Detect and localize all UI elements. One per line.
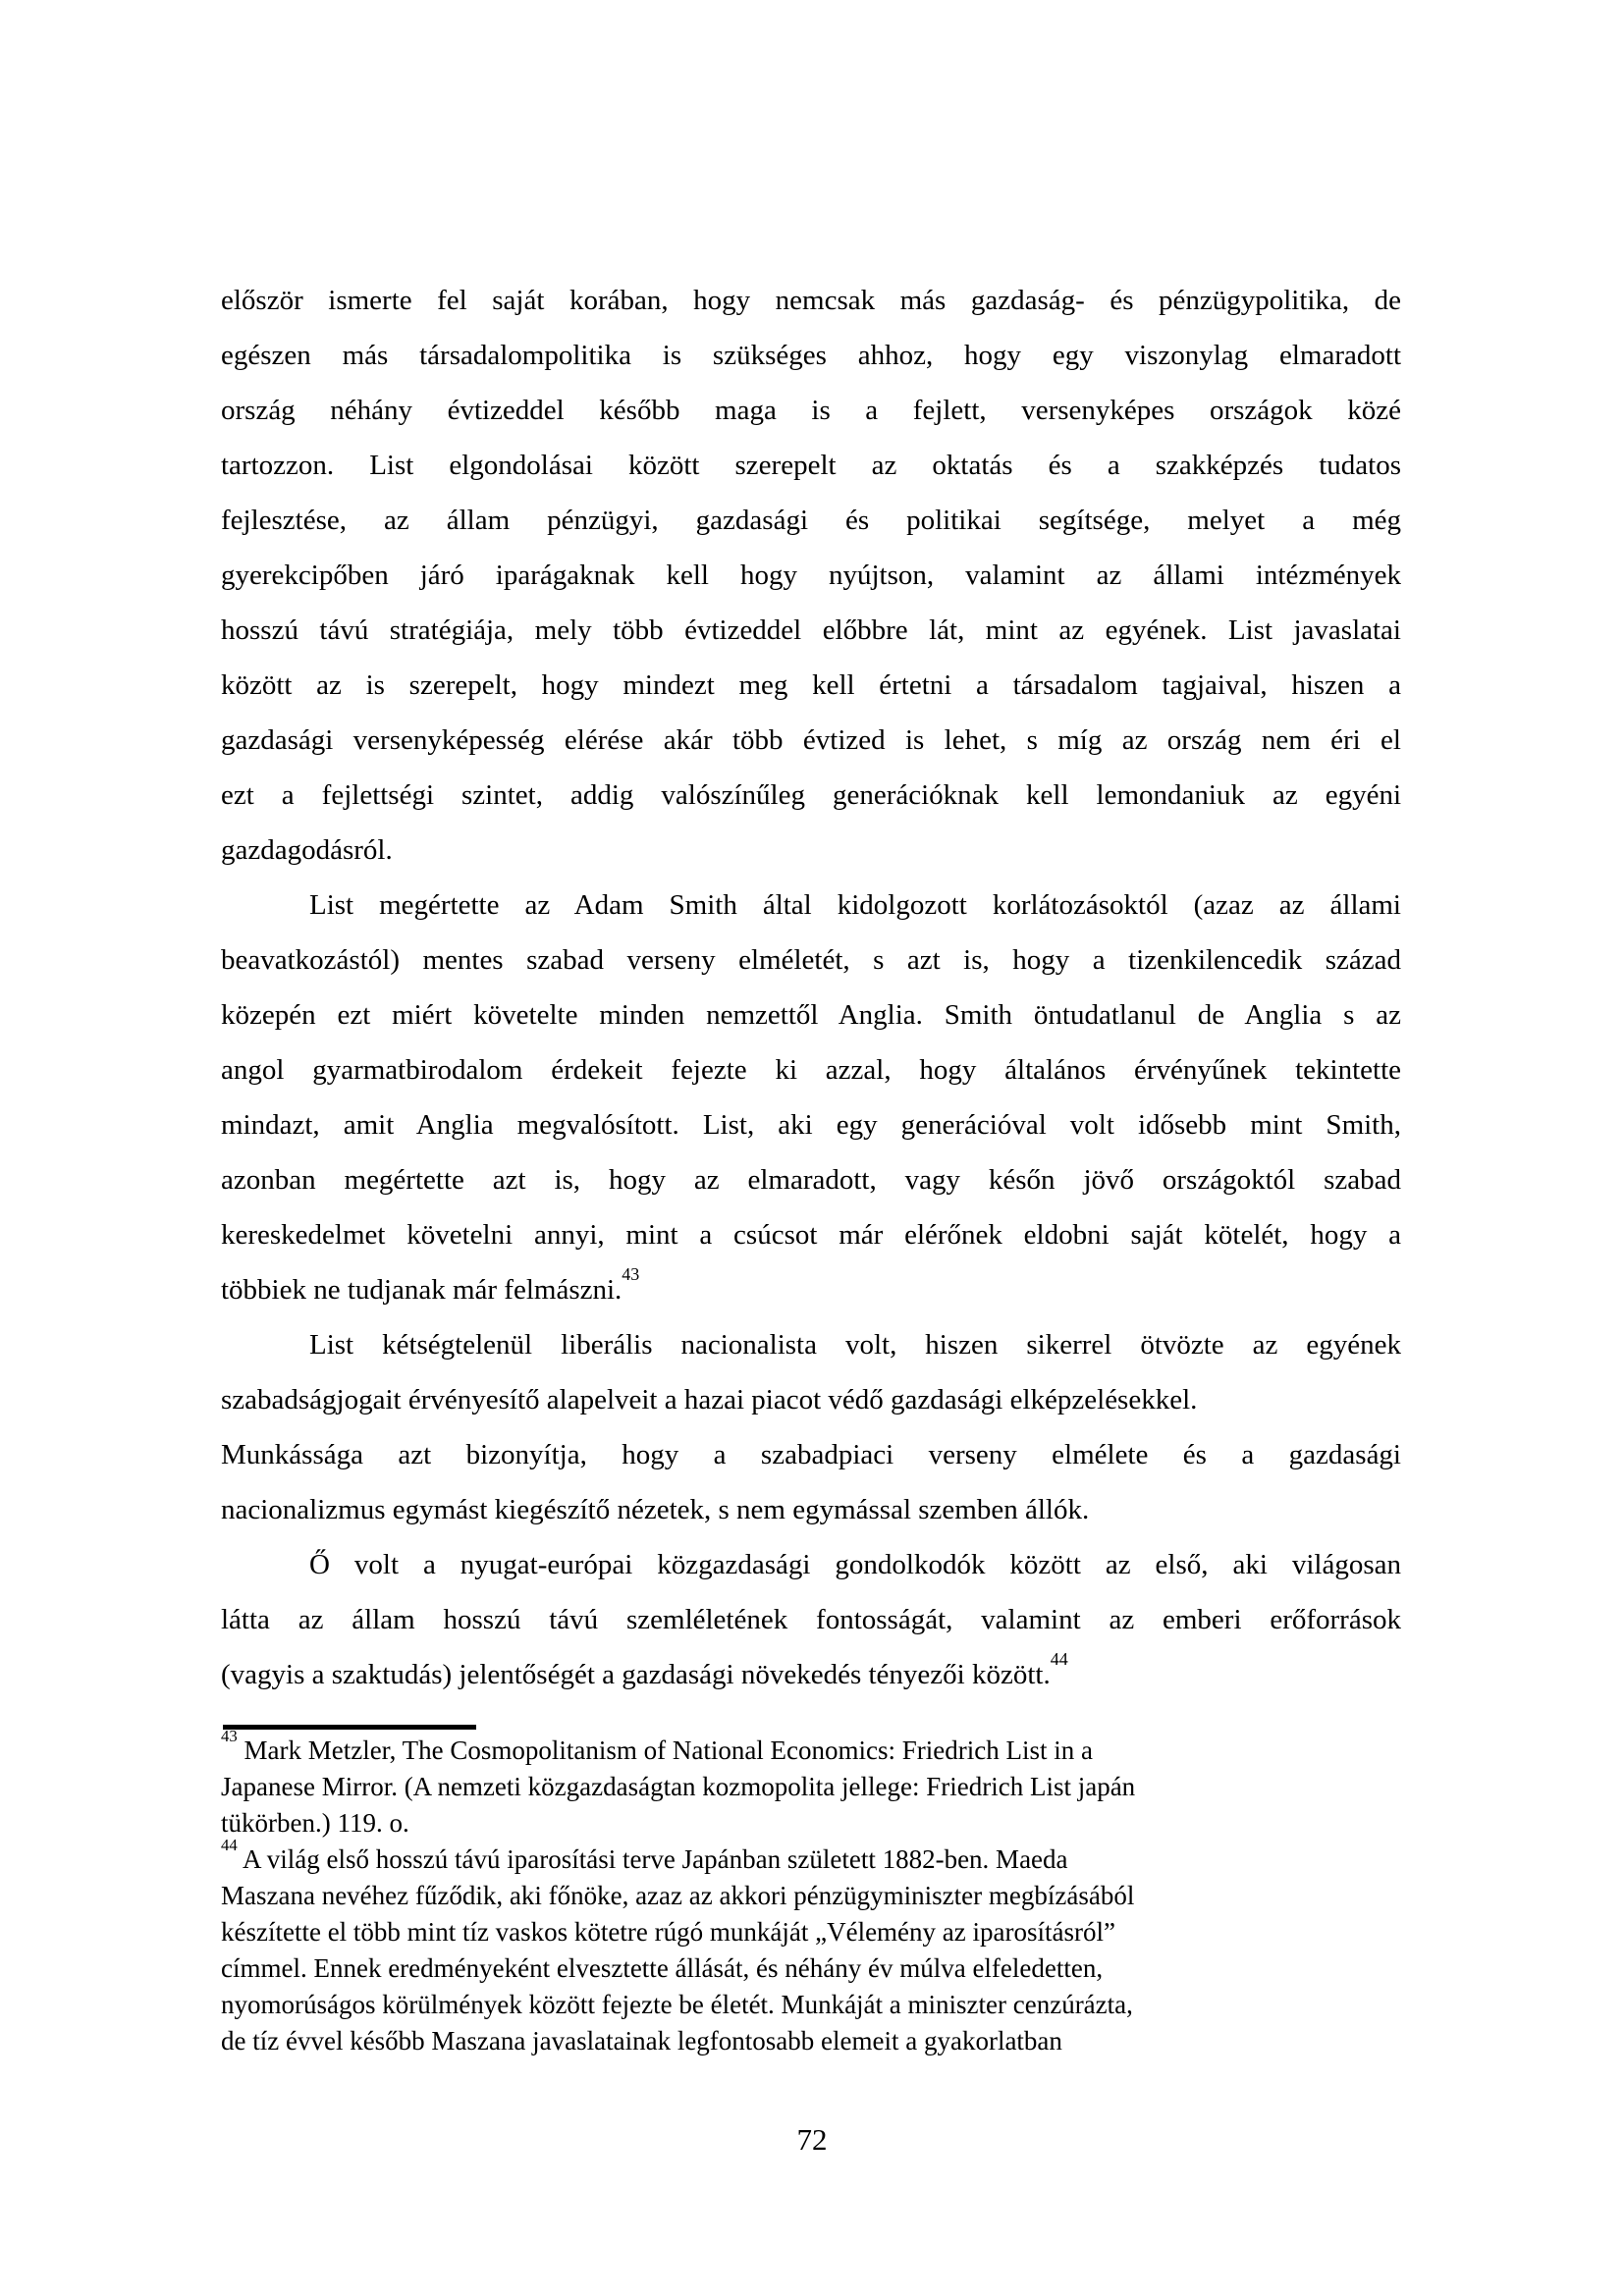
footnote-separator	[223, 1725, 476, 1730]
text-line: gazdagodásról.	[221, 834, 393, 866]
paragraph	[221, 878, 1401, 1317]
text-line: szabadságjogait érvényesítő alapelveit a hazai piacot védő gazdasági elképzelésekkel.	[221, 1384, 1198, 1415]
text-line: azonban megértette azt is, hogy az elmaradott, vagy későn jövő országoktól szabad	[221, 1164, 1401, 1196]
text-line: nacionalizmus egymást kiegészítő nézetek, s nem egymással szemben állók.	[221, 1494, 1090, 1525]
text-line: List megértette az Adam Smith által kidolgozott korlátozásoktól (azaz az állami	[309, 889, 1401, 921]
text-line: Munkássága azt bizonyítja, hogy a szabadpiaci verseny elmélete és a gazdasági	[221, 1439, 1401, 1470]
text-line: közepén ezt miért követelte minden nemzettől Anglia. Smith öntudatlanul de Anglia s az	[221, 999, 1401, 1031]
text-line: egészen más társadalompolitika is szükséges ahhoz, hogy egy viszonylag elmaradott	[221, 340, 1401, 371]
text-line: először ismerte fel saját korában, hogy nemcsak más gazdaság- és pénzügypolitika, de	[221, 285, 1401, 316]
text-line: nyomorúságos körülmények között fejezte be életét. Munkáját a miniszter cenzúrázta,	[221, 1990, 1133, 2019]
text-line: (vagyis a szaktudás) jelentőségét a gazdasági növekedés tényezői között.$^{44}$	[221, 1649, 1068, 1690]
text-line: List kétségtelenül liberális nacionalista volt, hiszen sikerrel ötvözte az egyének	[309, 1329, 1401, 1361]
text-line: Ő volt a nyugat-európai közgazdasági gondolkodók között az első, aki világosan	[309, 1549, 1401, 1580]
text-line: beavatkozástól) mentes szabad verseny elméletét, s azt is, hogy a tizenkilencedik század	[221, 944, 1401, 976]
text-line: kereskedelmet követelni annyi, mint a csúcsot már elérőnek eldobni saját kötelét, hogy a	[221, 1219, 1401, 1251]
text-line: mindazt, amit Anglia megvalósított. List, aki egy generációval volt idősebb mint Smith,	[221, 1109, 1401, 1141]
footnote-reference: 43	[221, 1727, 238, 1746]
text-line: látta az állam hosszú távú szemléletének fontosságát, valamint az emberi erőforrások	[221, 1604, 1401, 1635]
text-line: angol gyarmatbirodalom érdekeit fejezte ki azzal, hogy általános érvényűnek tekintette	[221, 1054, 1401, 1086]
paragraph	[221, 1537, 1401, 1702]
text-line: hosszú távú stratégiája, mely több évtizeddel előbbre lát, mint az egyének. List javaslatai	[221, 614, 1401, 646]
text-line: ország néhány évtizeddel később maga is a fejlett, versenyképes országok közé	[221, 395, 1401, 426]
page-number: 72	[796, 2122, 828, 2157]
body-text	[221, 273, 1401, 1702]
text-line: de tíz évvel később Maszana javaslatainak legfontosabb elemeit a gyakorlatban	[221, 2026, 1062, 2056]
footnote-reference: 44	[1050, 1649, 1068, 1670]
text-line: többiek ne tudjanak már felmászni.$^{43}$	[221, 1264, 640, 1306]
footnotes	[221, 1727, 1401, 2059]
text-line: $^{43}$ Mark Metzler, The Cosmopolitanism of National Economics: Friedrich List in a	[221, 1727, 1093, 1765]
paragraph	[221, 273, 1401, 878]
text-line: gazdasági versenyképesség elérése akár több évtized is lehet, s míg az ország nem éri el	[221, 724, 1401, 756]
text-line: között az is szerepelt, hogy mindezt meg kell értetni a társadalom tagjaival, hiszen a	[221, 669, 1401, 701]
text-line: Maszana nevéhez fűződik, aki főnöke, azaz az akkori pénzügyminiszter megbízásából	[221, 1881, 1135, 1910]
text-line: készítette el több mint tíz vaskos kötetre rúgó munkáját „Vélemény az iparosításról”	[221, 1917, 1115, 1947]
footnote	[221, 1727, 1401, 1842]
text-line: gyerekcipőben járó iparágaknak kell hogy nyújtson, valamint az állami intézmények	[221, 560, 1401, 591]
text-line: Japanese Mirror. (A nemzeti közgazdaságtan kozmopolita jellege: Friedrich List japán	[221, 1772, 1136, 1801]
footnote-reference: 44	[221, 1836, 238, 1855]
paragraph	[221, 1317, 1401, 1537]
footnote	[221, 1836, 1401, 2059]
footnote-reference: 43	[622, 1264, 640, 1285]
text-line: címmel. Ennek eredményeként elvesztette állását, és néhány év múlva elfeledetten,	[221, 1953, 1104, 1983]
text-line: tükörben.) 119. o.	[221, 1808, 409, 1838]
text-line: ezt a fejlettségi szintet, addig valószínűleg generációknak kell lemondaniuk az egyéni	[221, 779, 1401, 811]
text-line: fejlesztése, az állam pénzügyi, gazdasági és politikai segítsége, melyet a még	[221, 505, 1401, 536]
text-line: tartozzon. List elgondolásai között szerepelt az oktatás és a szakképzés tudatos	[221, 450, 1401, 481]
text-line: $^{44}$ A világ első hosszú távú iparosítási terve Japánban született 1882-ben. Maeda	[221, 1836, 1068, 1874]
